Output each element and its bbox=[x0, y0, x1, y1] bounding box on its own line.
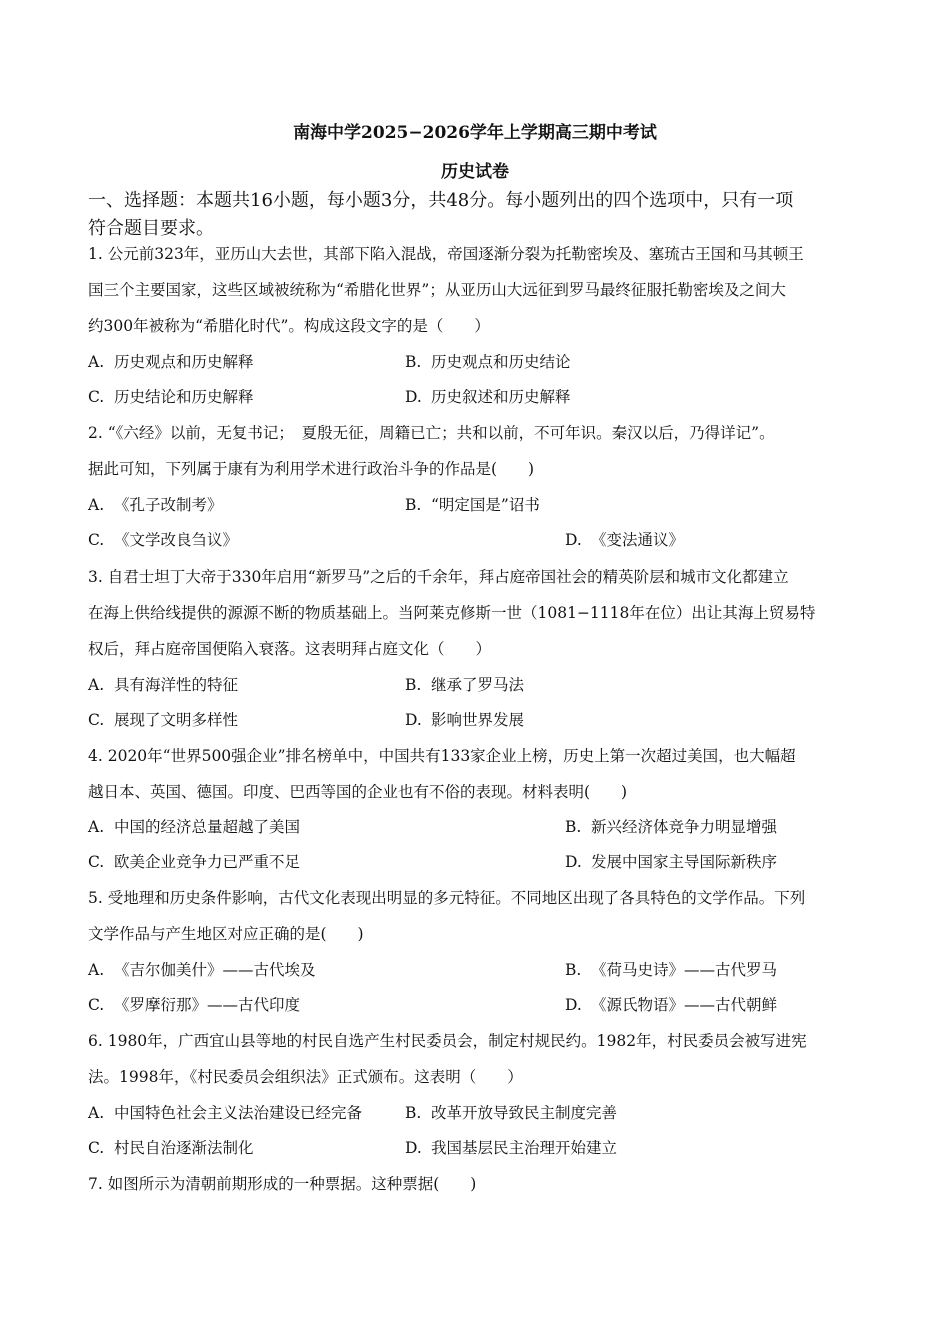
option-key: D. bbox=[405, 388, 422, 406]
question-3-option-d[interactable] bbox=[405, 708, 524, 730]
question-4-option-b[interactable] bbox=[565, 815, 777, 837]
question-6-option-c[interactable] bbox=[88, 1136, 254, 1158]
option-text: 影响世界发展 bbox=[431, 711, 525, 729]
option-key: D. bbox=[565, 853, 582, 871]
option-text: 村民自治逐渐法制化 bbox=[114, 1139, 254, 1157]
question-1-option-b[interactable] bbox=[405, 350, 571, 372]
question-1-option-c[interactable] bbox=[88, 385, 254, 407]
option-key: C. bbox=[88, 1139, 105, 1157]
option-key: C. bbox=[88, 853, 105, 871]
option-key: B. bbox=[405, 1104, 422, 1122]
question-2-line-1: 2. “《六经》以前，无复书记； 夏殷无征，周籍已亡；共和以前，不可年识。秦汉以后，乃得详记”。 bbox=[88, 424, 775, 442]
question-6-option-d[interactable] bbox=[405, 1136, 617, 1158]
option-text: 中国特色社会主义法治建设已经完备 bbox=[114, 1104, 363, 1122]
option-key: B. bbox=[405, 676, 422, 694]
section-heading-line-2: 符合题目要求。 bbox=[88, 218, 214, 239]
option-text: 我国基层民主治理开始建立 bbox=[431, 1139, 618, 1157]
question-1-line-2: 国三个主要国家，这些区域被统称为“希腊化世界”；从亚历山大远征到罗马最终征服托勒密埃及之间大 bbox=[88, 281, 786, 299]
question-3-option-c[interactable] bbox=[88, 708, 238, 730]
option-key: B. bbox=[405, 353, 422, 371]
option-text: 《吉尔伽美什》——古代埃及 bbox=[114, 961, 316, 979]
question-4-line-2: 越日本、英国、德国。印度、巴西等国的企业也有不俗的表现。材料表明( ) bbox=[88, 783, 628, 801]
question-3-option-b[interactable] bbox=[405, 673, 524, 695]
option-text: 《源氏物语》——古代朝鲜 bbox=[591, 996, 778, 1014]
question-2-option-a[interactable] bbox=[88, 493, 223, 515]
option-key: A. bbox=[88, 676, 105, 694]
option-key: D. bbox=[405, 1139, 422, 1157]
question-5-option-c[interactable] bbox=[88, 993, 300, 1015]
question-5-line-2: 文学作品与产生地区对应正确的是( ) bbox=[88, 925, 364, 943]
question-6-option-a[interactable] bbox=[88, 1101, 362, 1123]
question-6-line-2: 法。1998年，《村民委员会组织法》正式颁布。这表明（ ） bbox=[88, 1068, 523, 1086]
question-7-line-1: 7. 如图所示为清朝前期形成的一种票据。这种票据( ) bbox=[88, 1175, 477, 1193]
option-key: A. bbox=[88, 961, 105, 979]
question-4-option-a[interactable] bbox=[88, 815, 300, 837]
option-key: D. bbox=[565, 531, 582, 549]
option-text: 新兴经济体竞争力明显增强 bbox=[591, 818, 778, 836]
question-1-line-3: 约300年被称为“希腊化时代”。构成这段文字的是（ ） bbox=[88, 317, 490, 335]
option-text: 欧美企业竞争力已严重不足 bbox=[114, 853, 301, 871]
option-key: D. bbox=[565, 996, 582, 1014]
option-text: “明定国是”诏书 bbox=[431, 496, 540, 514]
question-1-option-d[interactable] bbox=[405, 385, 571, 407]
option-key: D. bbox=[405, 711, 422, 729]
option-key: A. bbox=[88, 1104, 105, 1122]
option-text: 《文学改良刍议》 bbox=[114, 531, 239, 549]
option-text: 中国的经济总量超越了美国 bbox=[114, 818, 301, 836]
option-text: 《孔子改制考》 bbox=[114, 496, 223, 514]
exam-subtitle: 历史试卷 bbox=[441, 162, 509, 182]
option-key: A. bbox=[88, 353, 105, 371]
option-key: B. bbox=[405, 496, 422, 514]
question-3-line-3: 权后，拜占庭帝国便陷入衰落。这表明拜占庭文化（ ） bbox=[88, 640, 492, 658]
question-2-option-d[interactable] bbox=[565, 528, 684, 550]
option-text: 具有海洋性的特征 bbox=[114, 676, 239, 694]
question-4-line-1: 4. 2020年“世界500强企业”排名榜单中，中国共有133家企业上榜，历史上第一次超过美国，也大幅超 bbox=[88, 747, 796, 765]
question-1-line-1: 1. 公元前323年，亚历山大去世，其部下陷入混战，帝国逐渐分裂为托勒密埃及、塞琉古王国和马其顿王 bbox=[88, 245, 804, 263]
question-2-option-b[interactable] bbox=[405, 493, 540, 515]
option-text: 历史观点和历史解释 bbox=[114, 353, 254, 371]
question-3-option-a[interactable] bbox=[88, 673, 238, 695]
option-text: 历史观点和历史结论 bbox=[431, 353, 571, 371]
option-key: C. bbox=[88, 531, 105, 549]
question-5-option-b[interactable] bbox=[565, 958, 777, 980]
option-key: B. bbox=[565, 961, 582, 979]
option-key: A. bbox=[88, 496, 105, 514]
option-text: 《变法通议》 bbox=[591, 531, 685, 549]
option-key: C. bbox=[88, 996, 105, 1014]
option-text: 发展中国家主导国际新秩序 bbox=[591, 853, 778, 871]
question-4-option-d[interactable] bbox=[565, 850, 777, 872]
section-heading-line-1: 一、选择题：本题共16小题，每小题3分，共48分。每小题列出的四个选项中，只有一项 bbox=[88, 190, 794, 211]
question-3-line-1: 3. 自君士坦丁大帝于330年启用“新罗马”之后的千余年，拜占庭帝国社会的精英阶层和城市文化都建立 bbox=[88, 568, 789, 586]
option-text: 历史叙述和历史解释 bbox=[431, 388, 571, 406]
question-5-option-a[interactable] bbox=[88, 958, 316, 980]
option-text: 展现了文明多样性 bbox=[114, 711, 239, 729]
option-text: 《罗摩衍那》——古代印度 bbox=[114, 996, 301, 1014]
option-key: C. bbox=[88, 711, 105, 729]
question-5-option-d[interactable] bbox=[565, 993, 777, 1015]
exam-title: 南海中学2025−2026学年上学期高三期中考试 bbox=[293, 123, 657, 143]
question-6-option-b[interactable] bbox=[405, 1101, 617, 1123]
option-text: 改革开放导致民主制度完善 bbox=[431, 1104, 618, 1122]
question-1-option-a[interactable] bbox=[88, 350, 254, 372]
question-6-line-1: 6. 1980年，广西宜山县等地的村民自选产生村民委员会，制定村规民约。1982年，村民委员会被写进宪 bbox=[88, 1032, 807, 1050]
question-2-line-2: 据此可知，下列属于康有为利用学术进行政治斗争的作品是( ) bbox=[88, 460, 535, 478]
question-2-option-c[interactable] bbox=[88, 528, 238, 550]
question-5-line-1: 5. 受地理和历史条件影响，古代文化表现出明显的多元特征。不同地区出现了各具特色的文学作品。下列 bbox=[88, 889, 806, 907]
option-key: B. bbox=[565, 818, 582, 836]
question-4-option-c[interactable] bbox=[88, 850, 300, 872]
section-heading bbox=[88, 187, 868, 243]
question-3-line-2: 在海上供给线提供的源源不断的物质基础上。当阿莱克修斯一世（1081−1118年在位）出让其海上贸易特 bbox=[88, 604, 816, 622]
option-key: A. bbox=[88, 818, 105, 836]
option-key: C. bbox=[88, 388, 105, 406]
option-text: 继承了罗马法 bbox=[431, 676, 525, 694]
option-text: 《荷马史诗》——古代罗马 bbox=[591, 961, 778, 979]
option-text: 历史结论和历史解释 bbox=[114, 388, 254, 406]
